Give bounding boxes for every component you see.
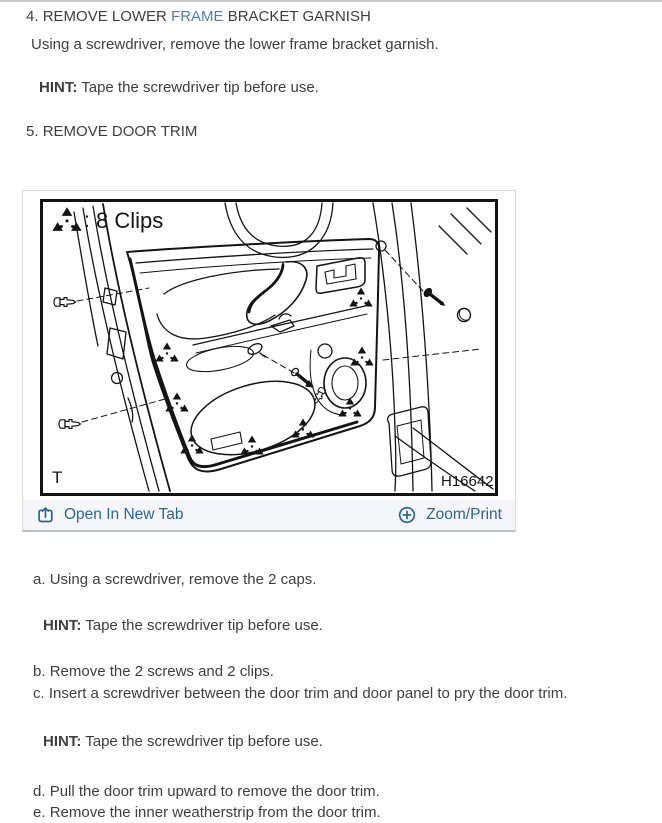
substep-e-text: Remove the inner weatherstrip from the door trim. xyxy=(49,804,381,821)
hint-text: Tape the screwdriver tip before use. xyxy=(85,617,323,634)
page xyxy=(0,6,662,823)
frame-link[interactable]: FRAME xyxy=(171,8,224,25)
step4-title-pre: REMOVE LOWER xyxy=(42,8,167,25)
substep-a xyxy=(33,569,662,590)
substep-e xyxy=(33,802,662,823)
substep-b-text: Remove the 2 screws and 2 clips. xyxy=(49,663,274,680)
substep-a-label: a. xyxy=(33,571,46,588)
open-in-new-tab-icon xyxy=(36,506,55,524)
corner-mark: T xyxy=(52,468,63,487)
open-in-new-tab-button[interactable] xyxy=(36,506,183,524)
hint-block xyxy=(39,77,662,98)
substep-c-label: c. xyxy=(33,685,45,702)
hint-block xyxy=(43,731,662,752)
step5-number: 5. xyxy=(26,123,39,140)
legend-separator: : xyxy=(84,209,90,232)
open-in-new-tab-label: Open In New Tab xyxy=(64,506,184,523)
figure-panel xyxy=(22,190,516,532)
substep-c xyxy=(33,683,662,704)
step4-number: 4. xyxy=(26,8,39,25)
zoom-plus-icon xyxy=(397,505,417,525)
figure-code: H16642 xyxy=(441,473,494,490)
zoom-print-label: Zoom/Print xyxy=(426,506,502,523)
hint-text: Tape the screwdriver tip before use. xyxy=(85,733,323,750)
line-art xyxy=(54,203,493,491)
substep-d-label: d. xyxy=(33,783,46,800)
hint-label: HINT: xyxy=(43,733,82,750)
substep-c-text: Insert a screwdriver between the door trim and door panel to pry the door trim. xyxy=(48,685,568,702)
step5-title: REMOVE DOOR TRIM xyxy=(42,123,198,140)
substep-d xyxy=(33,781,662,802)
hint-label: HINT: xyxy=(39,79,78,96)
step4-title-post: BRACKET GARNISH xyxy=(227,8,371,25)
step5-heading xyxy=(26,121,662,142)
clip-triangle-cluster-icon xyxy=(52,207,81,231)
hint-text: Tape the screwdriver tip before use. xyxy=(81,79,319,96)
legend-label: 8 Clips xyxy=(96,208,164,233)
hint-block xyxy=(43,615,662,636)
clip-markers xyxy=(155,288,373,455)
substep-b-label: b. xyxy=(33,663,46,680)
substep-b xyxy=(33,661,662,682)
figure-image-area xyxy=(23,191,515,500)
substep-d-text: Pull the door trim upward to remove the door trim. xyxy=(49,783,380,800)
step4-instruction: Using a screwdriver, remove the lower frame bracket garnish. xyxy=(31,36,439,53)
substep-a-text: Using a screwdriver, remove the 2 caps. xyxy=(49,571,317,588)
figure-toolbar xyxy=(23,500,515,530)
hint-label: HINT: xyxy=(43,617,82,634)
substep-e-label: e. xyxy=(33,804,46,821)
zoom-print-button[interactable] xyxy=(397,505,502,525)
door-trim-diagram xyxy=(40,199,498,496)
step4-heading xyxy=(26,6,662,27)
diagram-legend xyxy=(52,207,163,233)
